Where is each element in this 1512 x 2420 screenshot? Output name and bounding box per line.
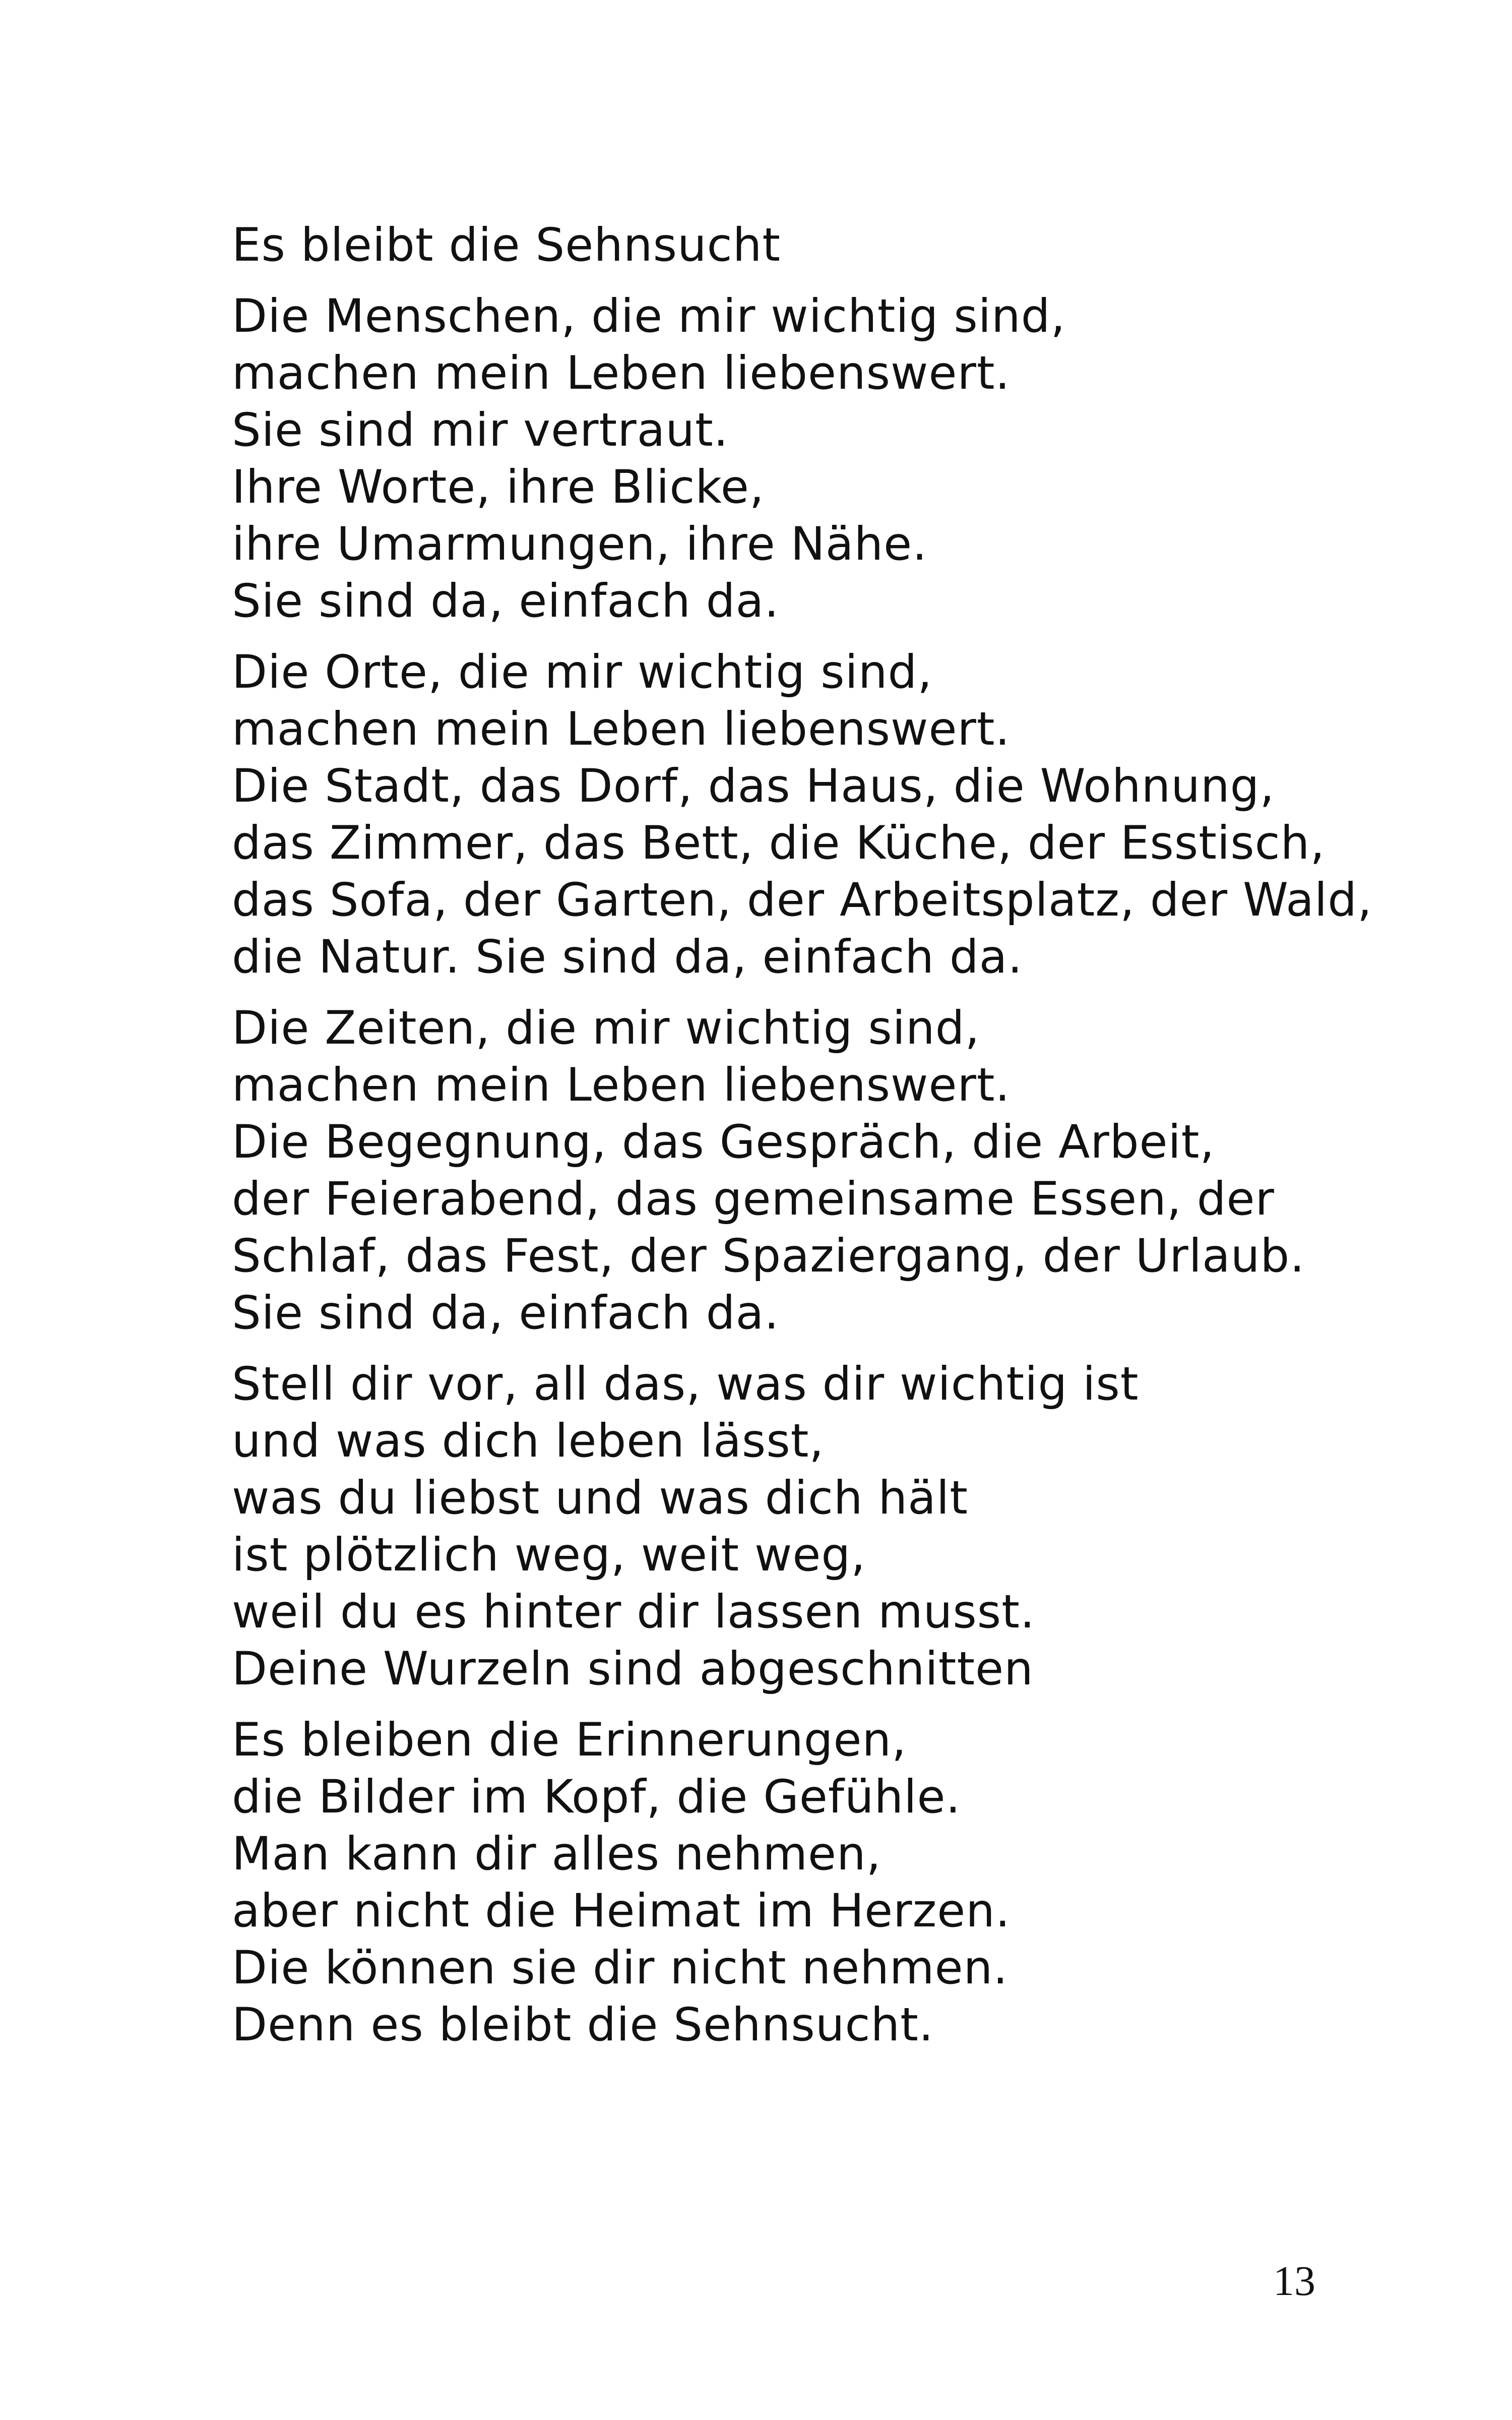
poem-line: Sie sind mir vertraut. — [232, 404, 729, 457]
poem-line: Schlaf, das Fest, der Spaziergang, der Urlaub. — [232, 1230, 1305, 1283]
poem-line: Die Zeiten, die mir wichtig sind, — [232, 1002, 980, 1055]
poem-line: Die Orte, die mir wichtig sind, — [232, 646, 933, 699]
poem-line: Es bleiben die Erinnerungen, — [232, 1714, 907, 1767]
poem-title: Es bleibt die Sehnsucht — [232, 219, 781, 272]
poem-line: das Zimmer, das Bett, die Küche, der Esstisch, — [232, 817, 1326, 870]
poem-line: Sie sind da, einfach da. — [232, 1287, 780, 1340]
poem-line: Man kann dir alles nehmen, — [232, 1828, 881, 1881]
poem-line: ihre Umarmungen, ihre Nähe. — [232, 518, 928, 571]
poem-line: Sie sind da, einfach da. — [232, 575, 780, 628]
stanza-4 — [232, 1356, 1391, 1698]
poem-line: Die können sie dir nicht nehmen. — [232, 1942, 1009, 1994]
stanza-1 — [232, 288, 1391, 630]
poem-line: Die Begegnung, das Gespräch, die Arbeit, — [232, 1116, 1215, 1169]
poem-line: was du liebst und was dich hält — [232, 1472, 968, 1525]
poem-line: die Natur. Sie sind da, einfach da. — [232, 931, 1023, 984]
poem-line: ist plötzlich weg, weit weg, — [232, 1529, 866, 1582]
page-number: 13 — [1273, 2258, 1315, 2305]
poem-line: Ihre Worte, ihre Blicke, — [232, 461, 765, 514]
poem-line: das Sofa, der Garten, der Arbeitsplatz, der Wald, — [232, 874, 1372, 927]
poem-line: Denn es bleibt die Sehnsucht. — [232, 1999, 934, 2051]
poem-line: Die Menschen, die mir wichtig sind, — [232, 290, 1066, 343]
stanza-2 — [232, 644, 1391, 986]
poem-line: machen mein Leben liebenswert. — [232, 1059, 1011, 1112]
poem-line: der Feierabend, das gemeinsame Essen, der — [232, 1173, 1275, 1226]
stanza-5 — [232, 1712, 1391, 2053]
poem-line: weil du es hinter dir lassen musst. — [232, 1586, 1035, 1639]
poem-line: machen mein Leben liebenswert. — [232, 703, 1011, 756]
poem-line: machen mein Leben liebenswert. — [232, 347, 1011, 400]
poem-line: Die Stadt, das Dorf, das Haus, die Wohnung, — [232, 760, 1275, 813]
poem-line: Deine Wurzeln sind abgeschnitten — [232, 1643, 1034, 1696]
stanza-3 — [232, 1000, 1391, 1342]
poem — [232, 217, 1391, 2068]
poem-line: die Bilder im Kopf, die Gefühle. — [232, 1771, 961, 1824]
poem-line: Stell dir vor, all das, was dir wichtig ist — [232, 1358, 1139, 1411]
poem-line: und was dich leben lässt, — [232, 1415, 825, 1468]
poem-line: aber nicht die Heimat im Herzen. — [232, 1885, 1011, 1938]
